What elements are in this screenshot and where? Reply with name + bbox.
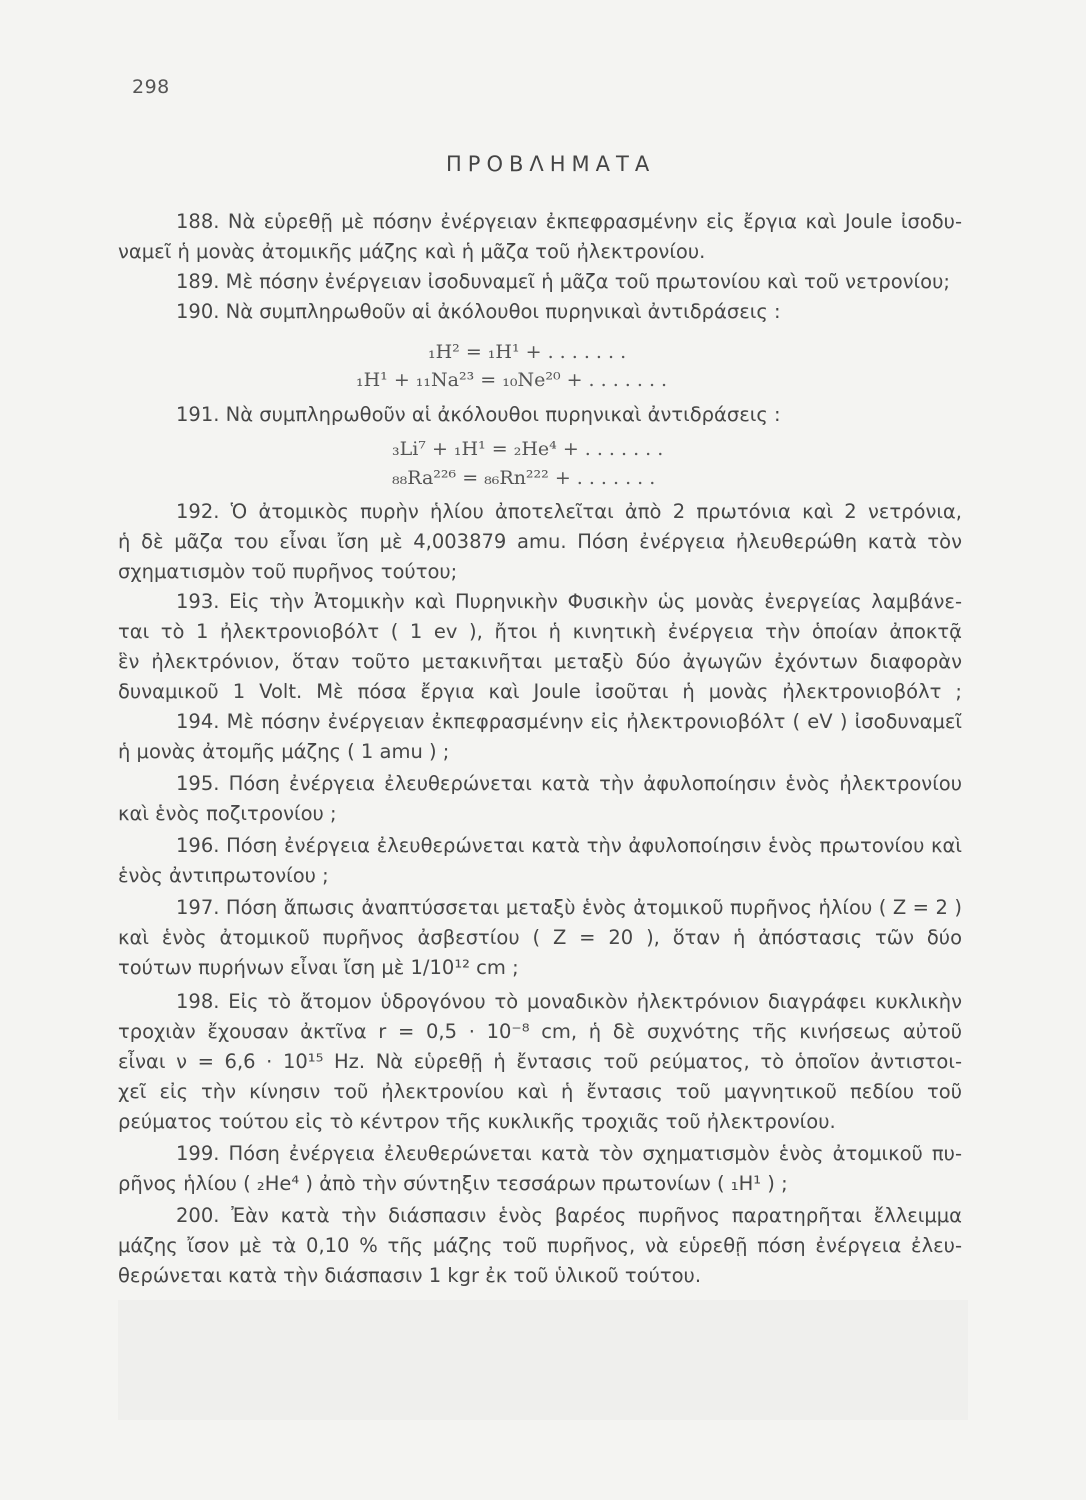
problem-189: 189. Μὲ πόσην ἐνέργειαν ἰσοδυναμεῖ ἡ μᾶζα τοῦ πρωτονίου καὶ τοῦ νετρονίου; [176,270,950,293]
problem-195-line-2: καὶ ἑνὸς ποζιτρονίου ; [118,802,337,825]
problem-200-line-3: θερώνεται κατὰ τὴν διάσπασιν 1 kgr ἐκ τοῦ ὑλικοῦ τούτου. [118,1264,702,1287]
problem-197-line-2: καὶ ἑνὸς ἀτομικοῦ πυρῆνος ἀσβεστίου ( Z = 20 ), ὅταν ἡ ἀπόστασις τῶν δύο [118,926,962,949]
problem-191: 191. Νὰ συμπληρωθοῦν αἱ ἀκόλουθοι πυρηνικαὶ ἀντιδράσεις : [176,403,781,426]
problem-192-line-1: 192. Ὁ ἀτομικὸς πυρὴν ἡλίου ἀποτελεῖται ἀπὸ 2 πρωτόνια καὶ 2 νετρόνια, [176,500,962,523]
problem-194-line-2: ἡ μονὰς ἀτομῆς μάζης ( 1 amu ) ; [118,740,450,763]
reaction-190-a: ₁H² = ₁H¹ + . . . . . . . [428,341,627,363]
problem-193-line-4: δυναμικοῦ 1 Volt. Μὲ πόσα ἔργια καὶ Joule ἰσοῦται ἡ μονὰς ἠλεκτρονιοβόλτ ; [118,680,962,703]
problem-197-line-3: τούτων πυρήνων εἶναι ἴση μὲ 1/10¹² cm ; [118,956,519,979]
problem-197-line-1: 197. Πόση ἄπωσις ἀναπτύσσεται μεταξὺ ἑνὸς ἀτομικοῦ πυρῆνος ἡλίου ( Z = 2 ) [176,896,962,919]
problem-199-line-1: 199. Πόση ἐνέργεια ἐλευθερώνεται κατὰ τὸν σχηματισμὸν ἑνὸς ἀτομικοῦ πυ- [176,1142,962,1165]
problem-195-line-1: 195. Πόση ἐνέργεια ἐλευθερώνεται κατὰ τὴν ἀφυλοποίησιν ἑνὸς ἠλεκτρονίου [176,772,962,795]
problem-188-line-2: ναμεῖ ἡ μονὰς ἀτομικῆς μάζης καὶ ἡ μᾶζα τοῦ ἠλεκτρονίου. [118,240,706,263]
problem-193-line-2: ται τὸ 1 ἠλεκτρονιοβόλτ ( 1 ev ), ἤτοι ἡ κινητικὴ ἐνέργεια τὴν ὁποίαν ἀποκτᾷ [118,620,962,643]
problem-188-line-1: 188. Νὰ εὑρεθῇ μὲ πόσην ἐνέργειαν ἐκπεφρασμένην εἰς ἔργια καὶ Joule ἰσοδυ- [176,210,962,233]
problem-196-line-2: ἑνὸς ἀντιπρωτονίου ; [118,864,329,887]
problem-198-line-5: ρεύματος τούτου εἰς τὸ κέντρον τῆς κυκλικῆς τροχιᾶς τοῦ ἠλεκτρονίου. [118,1110,836,1133]
problem-192-line-2: ἡ δὲ μᾶζα του εἶναι ἴση μὲ 4,003879 amu. Πόση ἐνέργεια ἠλευθερώθη κατὰ τὸν [118,530,962,553]
problem-200-line-1: 200. Ἐὰν κατὰ τὴν διάσπασιν ἑνὸς βαρέος πυρῆνος παρατηρῆται ἔλλειμμα [176,1204,962,1227]
problem-198-line-4: χεῖ εἰς τὴν κίνησιν τοῦ ἠλεκτρονίου καὶ ἡ ἔντασις τοῦ μαγνητικοῦ πεδίου τοῦ [118,1080,962,1103]
problem-198-line-3: εἶναι ν = 6,6 · 10¹⁵ Hz. Νὰ εὑρεθῇ ἡ ἔντασις τοῦ ρεύματος, τὸ ὁποῖον ἀντιστοι- [118,1050,962,1073]
section-title: ΠΡΟΒΛΗΜΑΤΑ [446,152,656,176]
problem-198-line-1: 198. Εἰς τὸ ἄτομον ὑδρογόνου τὸ μοναδικὸν ἠλεκτρόνιον διαγράφει κυκλικὴν [176,990,962,1013]
reaction-191-a: ₃Li⁷ + ₁H¹ = ₂He⁴ + . . . . . . . [392,438,664,460]
problem-199-line-2: ρῆνος ἡλίου ( ₂He⁴ ) ἀπὸ τὴν σύντηξιν τεσσάρων πρωτονίων ( ₁H¹ ) ; [118,1172,788,1195]
problem-193-line-1: 193. Εἰς τὴν Ἀτομικὴν καὶ Πυρηνικὴν Φυσικὴν ὡς μονὰς ἐνεργείας λαμβάνε- [176,590,962,613]
problem-193-line-3: ἓν ἠλεκτρόνιον, ὅταν τοῦτο μετακινῆται μεταξὺ δύο ἀγωγῶν ἐχόντων διαφορὰν [118,650,962,673]
problem-196-line-1: 196. Πόση ἐνέργεια ἐλευθερώνεται κατὰ τὴν ἀφυλοποίησιν ἑνὸς πρωτονίου καὶ [176,834,962,857]
reaction-190-b: ₁H¹ + ₁₁Na²³ = ₁₀Ne²⁰ + . . . . . . . [356,369,668,391]
page-number: 298 [132,76,170,98]
problem-198-line-2: τροχιὰν ἔχουσαν ἀκτῖνα r = 0,5 · 10⁻⁸ cm, ἡ δὲ συχνότης τῆς κινήσεως αὐτοῦ [118,1020,962,1043]
problem-194-line-1: 194. Μὲ πόσην ἐνέργειαν ἐκπεφρασμένην εἰς ἠλεκτρονιοβόλτ ( eV ) ἰσοδυναμεῖ [176,710,962,733]
problem-190: 190. Νὰ συμπληρωθοῦν αἱ ἀκόλουθοι πυρηνικαὶ ἀντιδράσεις : [176,300,781,323]
problem-192-line-3: σχηματισμὸν τοῦ πυρῆνος τούτου; [118,560,458,583]
reaction-191-b: ₈₈Ra²²⁶ = ₈₆Rn²²² + . . . . . . . [392,467,656,489]
page-bottom-shadow [118,1300,968,1420]
problem-200-line-2: μάζης ἴσον μὲ τὰ 0,10 % τῆς μάζης τοῦ πυρῆνος, νὰ εὑρεθῇ πόση ἐνέργεια ἐλευ- [118,1234,962,1257]
